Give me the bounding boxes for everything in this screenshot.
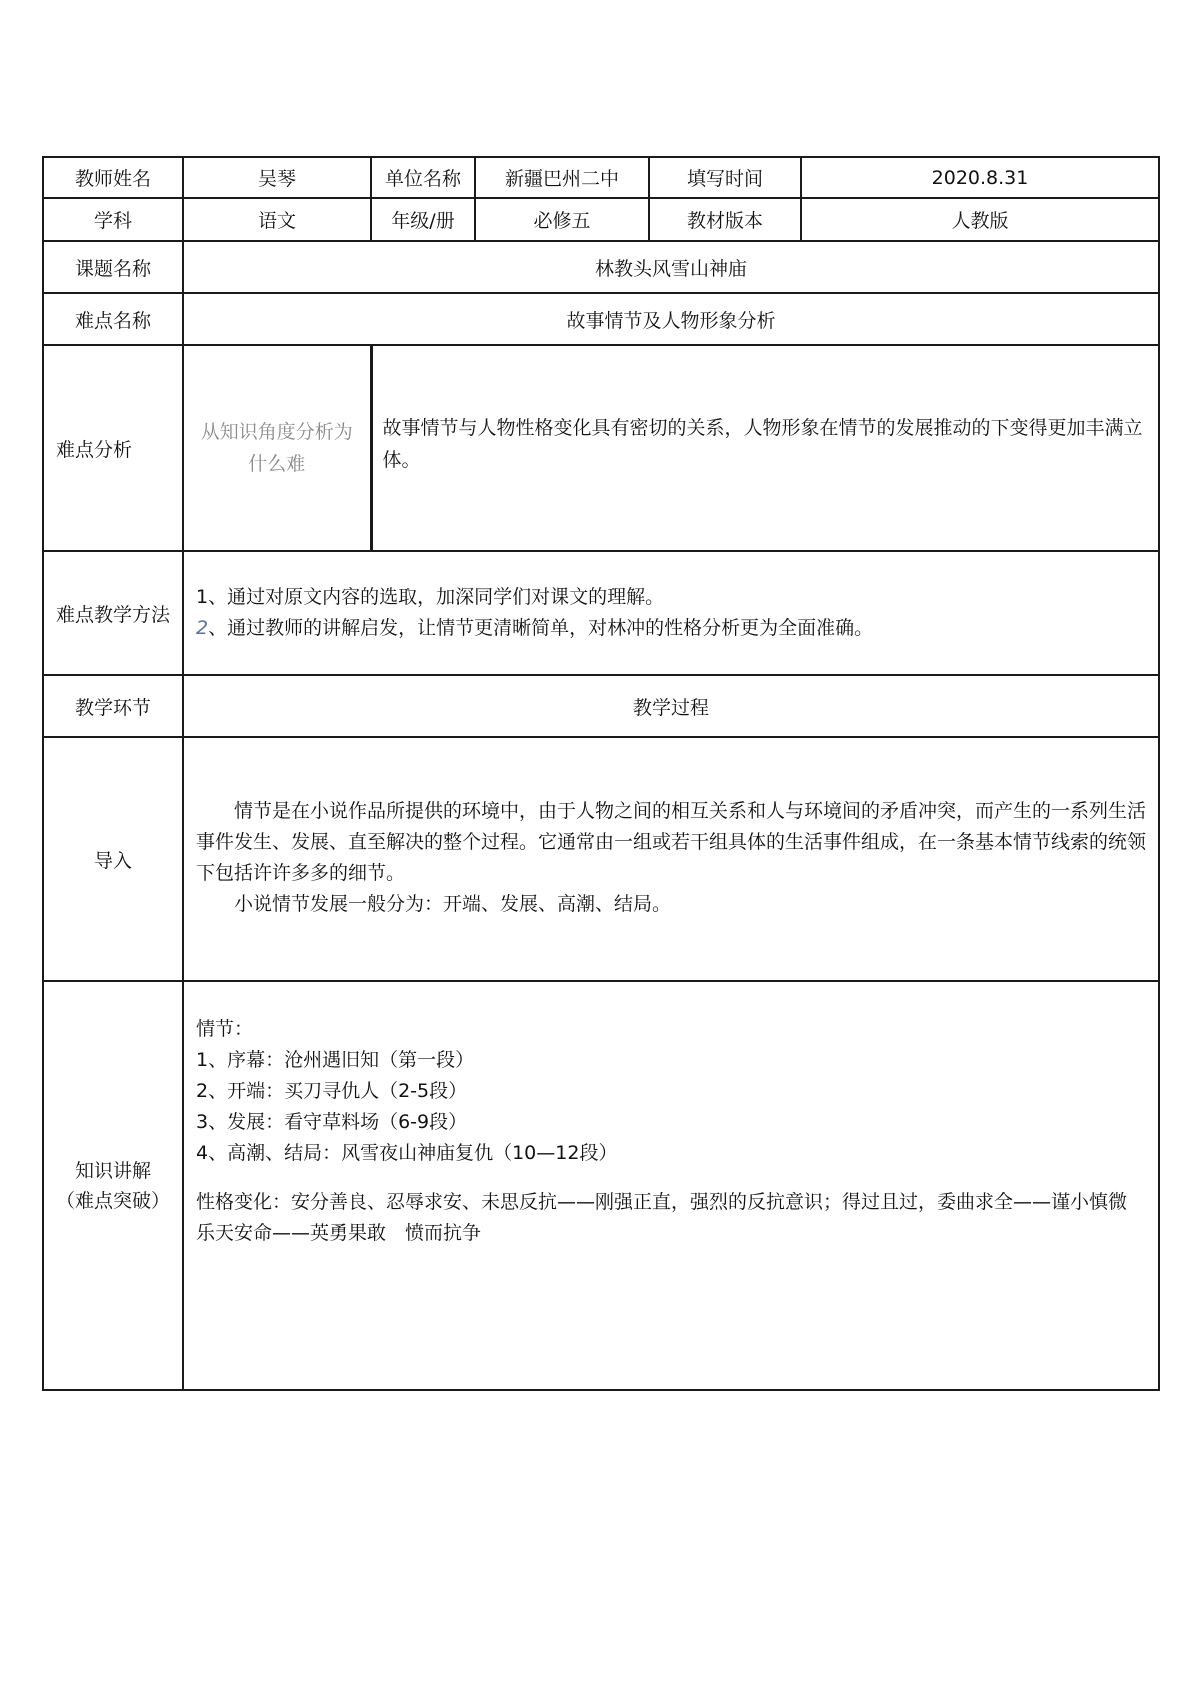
unit-value: 新疆巴州二中 (475, 157, 649, 198)
date-label: 填写时间 (649, 157, 801, 198)
plot-item: 2、开端：买刀寻仇人（2-5段） (196, 1080, 468, 1102)
date-value: 2020.8.31 (801, 157, 1159, 198)
plot-title: 情节： (196, 1018, 254, 1040)
intro-paragraph-1: 情节是在小说作品所提供的环境中，由于人物之间的相互关系和人与环境间的矛盾冲突，而产生的一系列生活事件发生、发展、直至解决的整个过程。它通常由一组或若干组具体的生活事件组成，在一条基本情节线索的统领下包括许许多多的细节。 (196, 800, 1147, 884)
method-item-2 (196, 613, 1146, 644)
plot-item: 4、高潮、结局：风雪夜山神庙复仇（10—12段） (196, 1142, 618, 1164)
method-label: 难点教学方法 (43, 551, 183, 675)
plot-item: 3、发展：看守草料场（6-9段） (196, 1111, 468, 1133)
edition-value: 人教版 (801, 198, 1159, 241)
table-row (43, 198, 1159, 241)
analysis-label: 难点分析 (43, 345, 183, 551)
table-row (43, 737, 1159, 981)
table-row (43, 157, 1159, 198)
difficulty-value: 故事情节及人物形象分析 (183, 293, 1159, 345)
lesson-plan-sheet (42, 156, 1158, 1391)
analysis-hint: 从知识角度分析为什么难 (183, 345, 371, 551)
topic-label: 课题名称 (43, 241, 183, 293)
teacher-label: 教师姓名 (43, 157, 183, 198)
method-item-2-number: 2 (196, 617, 209, 639)
method-item-2-text: 、通过教师的讲解启发，让情节更清晰简单，对林冲的性格分析更为全面准确。 (208, 617, 874, 639)
spacer (196, 1169, 1146, 1187)
character-change-text: 性格变化：安分善良、忍辱求安、未思反抗——刚强正直，强烈的反抗意识；得过且过，委曲求全——谨小慎微 乐天安命——英勇果敢 愤而抗争 (196, 1191, 1128, 1244)
process-label: 教学过程 (183, 675, 1159, 737)
topic-value: 林教头风雪山神庙 (183, 241, 1159, 293)
intro-content (183, 737, 1159, 981)
stage-label: 教学环节 (43, 675, 183, 737)
grade-value: 必修五 (475, 198, 649, 241)
knowledge-label-line-2: （难点突破） (55, 1189, 170, 1212)
method-content (183, 551, 1159, 675)
table-row (43, 241, 1159, 293)
knowledge-label (43, 981, 183, 1390)
subject-label: 学科 (43, 198, 183, 241)
knowledge-label-line-1: 知识讲解 (74, 1159, 151, 1182)
table-row (43, 981, 1159, 1390)
plot-item: 1、序幕：沧州遇旧知（第一段） (196, 1049, 475, 1071)
edition-label: 教材版本 (649, 198, 801, 241)
difficulty-label: 难点名称 (43, 293, 183, 345)
table-row (43, 293, 1159, 345)
table-row (43, 345, 1159, 551)
method-item-1: 1、通过对原文内容的选取，加深同学们对课文的理解。 (196, 586, 665, 608)
subject-value: 语文 (183, 198, 371, 241)
knowledge-content (183, 981, 1159, 1390)
lesson-plan-table (42, 156, 1160, 1391)
grade-label: 年级/册 (371, 198, 475, 241)
analysis-text: 故事情节与人物性格变化具有密切的关系，人物形象在情节的发展推动的下变得更加丰满立体。 (371, 345, 1159, 551)
teacher-value: 吴琴 (183, 157, 371, 198)
intro-label: 导入 (43, 737, 183, 981)
unit-label: 单位名称 (371, 157, 475, 198)
table-row (43, 551, 1159, 675)
intro-paragraph-2: 小说情节发展一般分为：开端、发展、高潮、结局。 (234, 893, 672, 915)
table-row (43, 675, 1159, 737)
